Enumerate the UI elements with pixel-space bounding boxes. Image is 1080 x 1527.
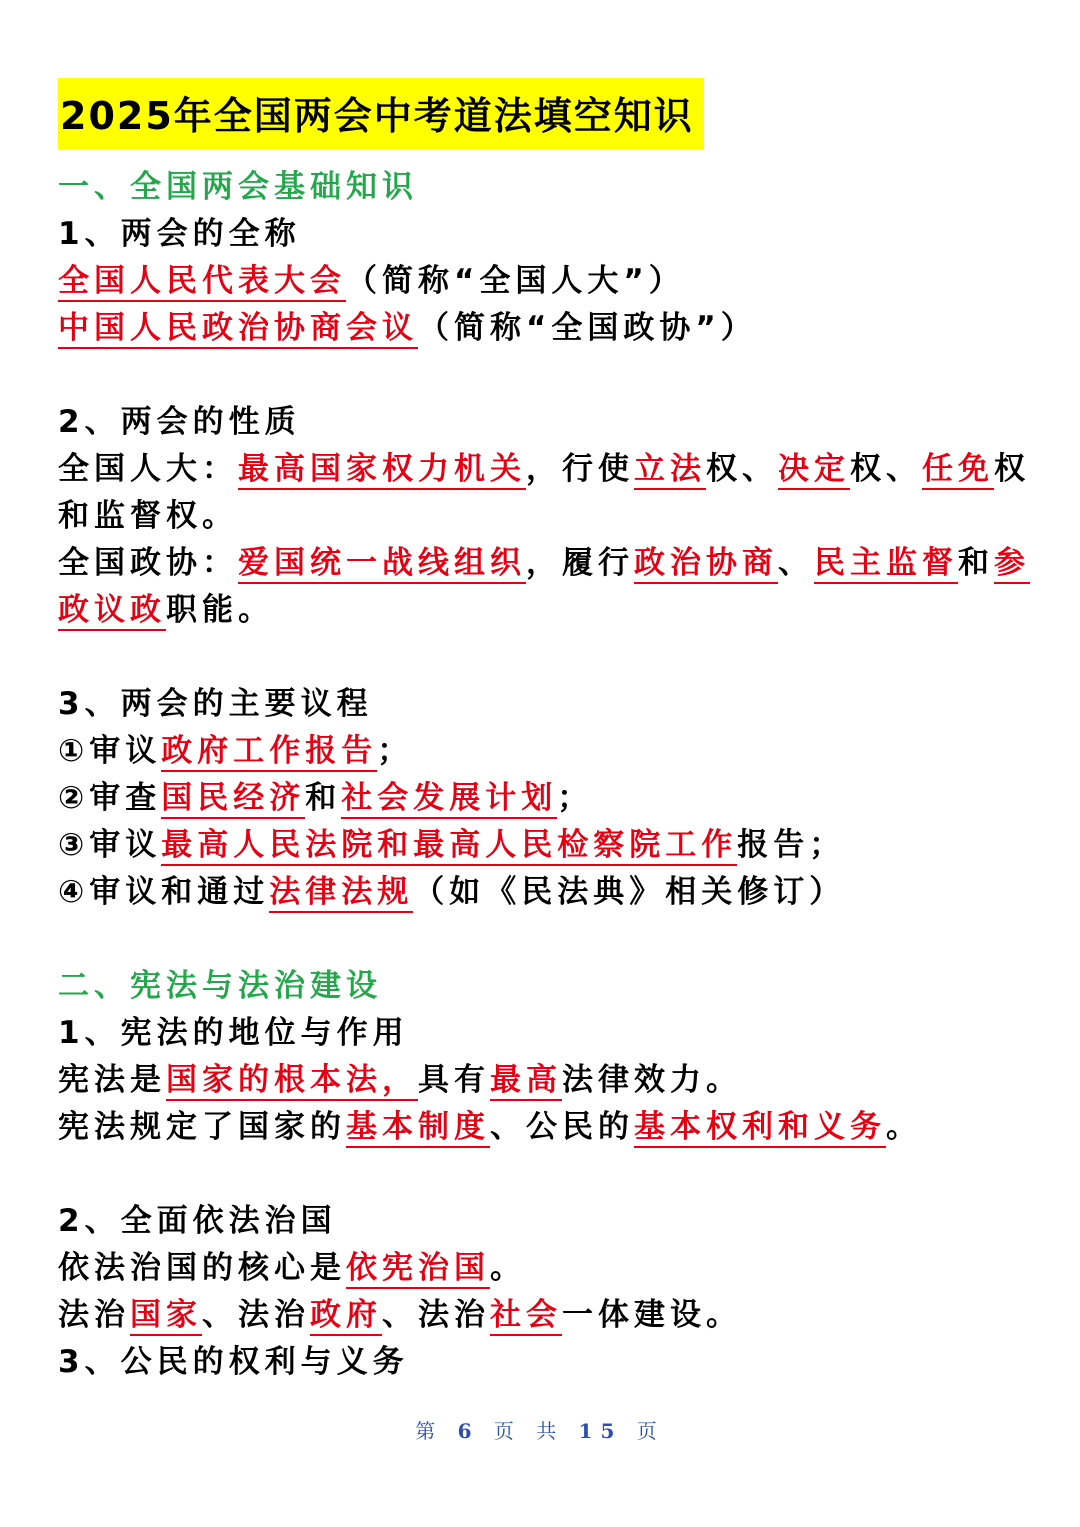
answer-blank: 国家 [130,1297,202,1336]
answer-blank: 爱国统一战线组织 [238,545,526,584]
text-paragraph: 全国政协：爱国统一战线组织，履行政治协商、民主监督和参政议政职能。 [58,540,1048,634]
answer-blank: 社会 [490,1297,562,1336]
text-line: 法治国家、法治政府、法治社会一体建设。 [58,1292,1048,1339]
answer-blank: 基本权利和义务 [634,1109,886,1148]
text-line: 宪法规定了国家的基本制度、公民的基本权利和义务。 [58,1104,1048,1151]
question-title: 3、公民的权利与义务 [58,1344,409,1380]
text-line: 依法治国的核心是依宪治国。 [58,1245,1048,1292]
agenda-item: ④审议和通过法律法规（如《民法典》相关修订） [58,869,1048,916]
answer-blank: 国民经济 [161,780,305,819]
answer-blank: 最高 [490,1062,562,1101]
agenda-item: ③审议最高人民法院和最高人民检察院工作报告； [58,822,1048,869]
document-title: 2025年全国两会中考道法填空知识 [58,78,704,150]
answer-blank: 国家的根本法， [166,1062,418,1101]
answer-blank: 民主监督 [814,545,958,584]
section-heading-1: 一、全国两会基础知识 [58,169,418,205]
question-title: 1、宪法的地位与作用 [58,1015,409,1051]
answer-blank: 最高国家权力机关 [238,451,526,490]
answer-blank: 任免 [922,451,994,490]
answer-blank: 法律法规 [269,874,413,913]
answer-blank: 社会发展计划 [341,780,557,819]
text-paragraph: 全国人大：最高国家权力机关，行使立法权、决定权、任免权和监督权。 [58,451,1030,534]
answer-blank: 决定 [778,451,850,490]
page-number: 6 [457,1419,480,1443]
agenda-item: ②审查国民经济和社会发展计划； [58,775,1048,822]
question-title: 2、两会的性质 [58,404,301,440]
answer-blank: 基本制度 [346,1109,490,1148]
question-title: 1、两会的全称 [58,216,301,252]
answer-blank: 中国人民政治协商会议 [58,310,418,349]
text-line: 中国人民政治协商会议（简称“全国政协”） [58,305,1048,352]
text-line: 宪法是国家的根本法，具有最高法律效力。 [58,1057,1048,1104]
answer-blank: 政府 [310,1297,382,1336]
question-title: 2、全面依法治国 [58,1203,337,1239]
answer-blank: 立法 [634,451,706,490]
answer-blank: 政治协商 [634,545,778,584]
answer-blank: 政府工作报告 [161,733,377,772]
page-footer: 第 6 页 共 15 页 [415,1419,665,1443]
answer-blank: 参政议政 [58,545,1030,631]
document-page [58,78,1048,1386]
answer-blank: 最高人民法院和最高人民检察院工作 [161,827,737,866]
question-title: 3、两会的主要议程 [58,686,373,722]
section-heading-2: 二、宪法与法治建设 [58,968,382,1004]
page-total: 15 [578,1419,623,1443]
agenda-item: ①审议政府工作报告； [58,728,1048,775]
answer-blank: 全国人民代表大会 [58,263,346,302]
text-line: 全国人民代表大会（简称“全国人大”） [58,258,1048,305]
answer-blank: 依宪治国 [346,1250,490,1289]
